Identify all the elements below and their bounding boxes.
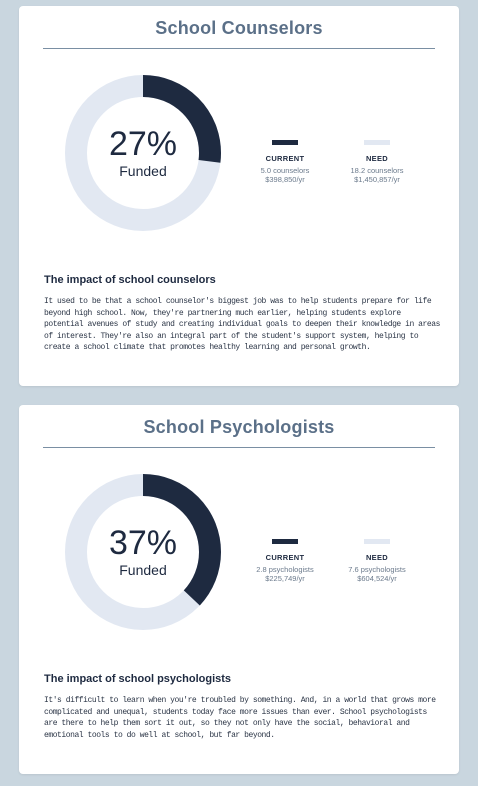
impact-heading: The impact of school psychologists xyxy=(44,673,232,685)
legend-need-label: NEED xyxy=(365,154,389,163)
funded-percent: 37% xyxy=(108,524,178,562)
need-cost: $604,524/yr xyxy=(357,574,397,583)
card-title: School Counselors xyxy=(155,18,323,38)
current-swatch xyxy=(272,140,298,145)
legend-current-label: CURRENT xyxy=(265,553,305,562)
psychologists-card xyxy=(19,405,459,774)
need-swatch xyxy=(364,539,390,544)
impact-heading: The impact of school counselors xyxy=(44,274,216,286)
impact-paragraph: It used to be that a school counselor's biggest job was to help students prepare for life beyond high school. Now, they're partnering much earlier, helping students explore potential avenues of study and creating individual goals to deepen their knowledge in areas of interest. They're also an integral part of the student's support system, helping to create a school climate that promotes healthy learning and personal growth. xyxy=(44,297,440,353)
current-count: 2.8 psychologists xyxy=(256,565,314,574)
funding-donut-chart xyxy=(65,474,221,630)
funded-label: Funded xyxy=(119,163,167,179)
current-cost: $398,850/yr xyxy=(265,175,305,184)
legend-current-label: CURRENT xyxy=(265,154,305,163)
title-divider xyxy=(43,447,435,448)
impact-paragraph: It's difficult to learn when you're troubled by something. And, in a world that grows more complicated and unequal, students today face more issues than ever. School psychologists are there to help them sort it out, so they not only have the social, behavioral and emotional tools to do well at school, but far beyond. xyxy=(44,696,436,740)
current-swatch xyxy=(272,539,298,544)
title-divider xyxy=(43,48,435,49)
card-title: School Psychologists xyxy=(143,417,335,437)
legend-current xyxy=(240,539,330,583)
funded-label: Funded xyxy=(119,562,167,578)
counselors-card xyxy=(19,6,459,386)
legend-need-label: NEED xyxy=(365,553,389,562)
legend-need xyxy=(332,140,422,184)
need-swatch xyxy=(364,140,390,145)
funding-donut-chart xyxy=(65,75,221,231)
legend-need xyxy=(332,539,422,583)
current-cost: $225,749/yr xyxy=(265,574,305,583)
need-count: 7.6 psychologists xyxy=(348,565,406,574)
need-count: 18.2 counselors xyxy=(350,166,404,175)
current-count: 5.0 counselors xyxy=(260,166,310,175)
funded-percent: 27% xyxy=(108,125,178,163)
need-cost: $1,450,857/yr xyxy=(354,175,400,184)
legend-current xyxy=(240,140,330,184)
